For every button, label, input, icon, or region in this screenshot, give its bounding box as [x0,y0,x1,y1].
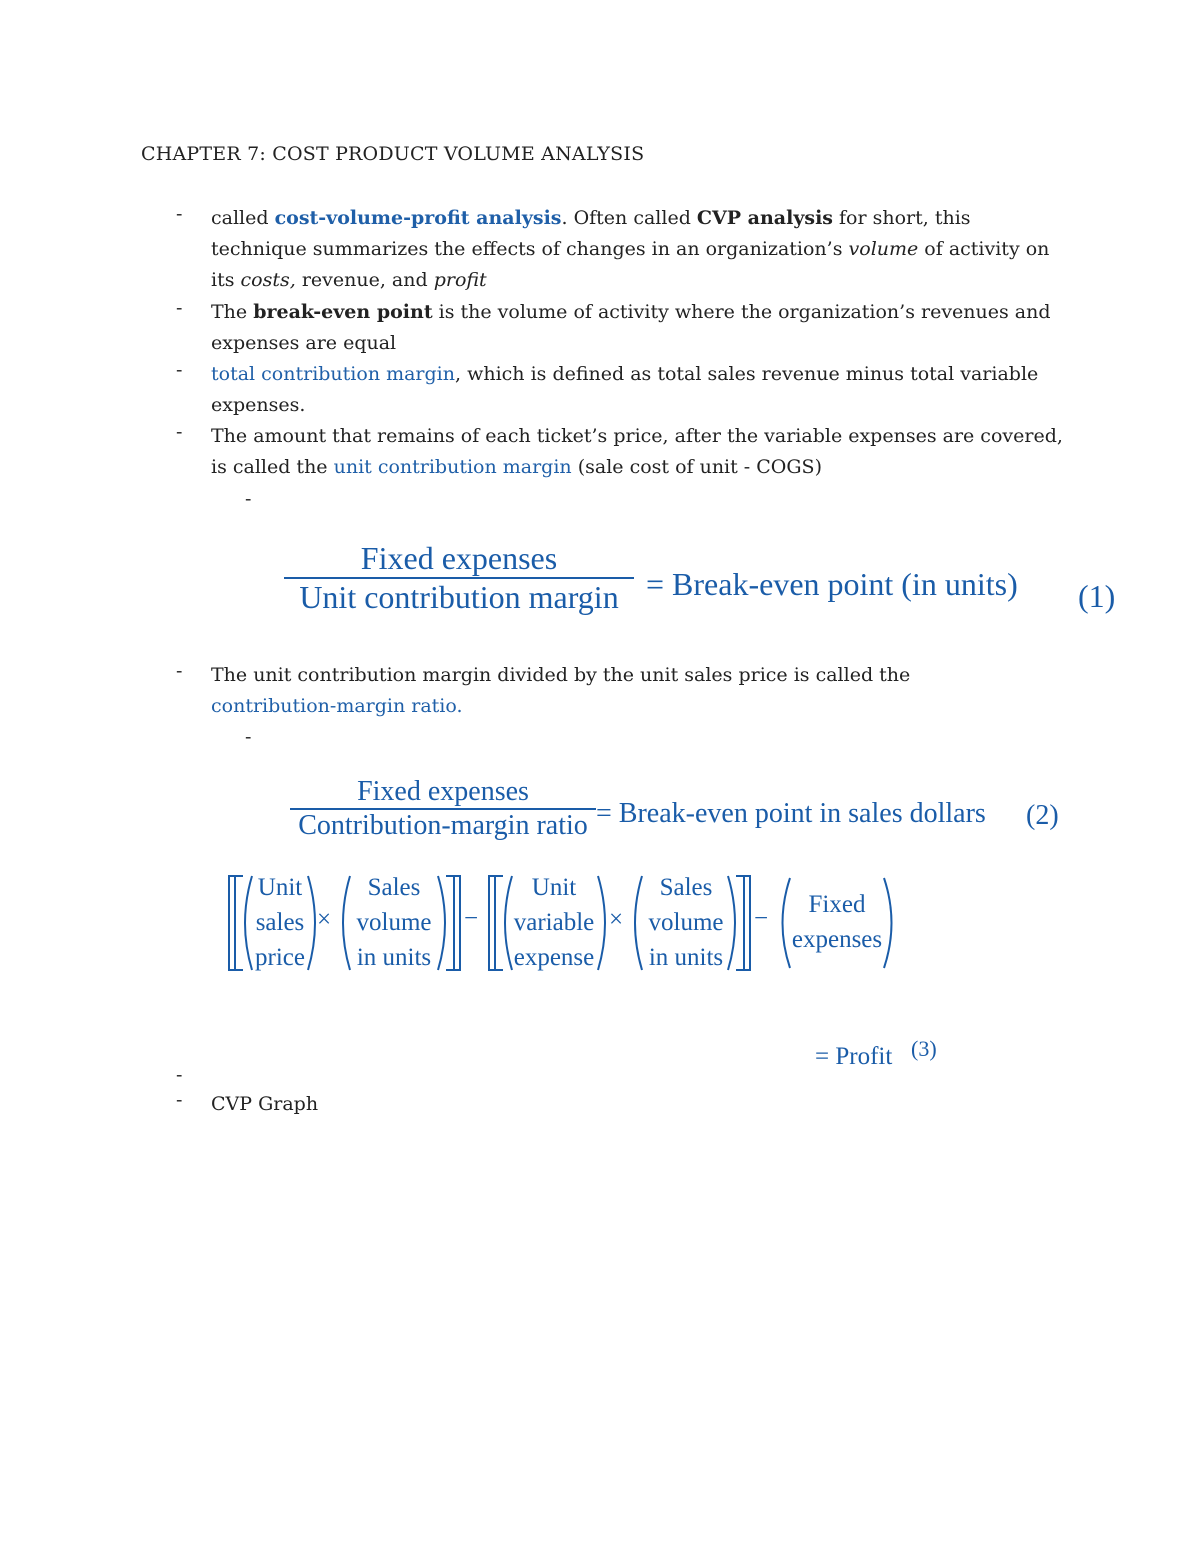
term-unit-variable-expense [508,870,600,975]
term-costs: costs, [240,269,296,291]
equation-number: (3) [911,1036,937,1061]
numerator: Fixed expenses [357,776,529,807]
term-line: variable [513,909,595,936]
term-line: expenses [791,926,883,953]
term-line: Unit [257,874,303,901]
denominator: Unit contribution margin [299,579,619,615]
term-line: in units [356,944,432,971]
bullet-marker: - [176,421,183,443]
bullet-text [211,1089,1071,1120]
minus-symbol: − [464,905,479,932]
term-sales-volume [348,870,440,975]
bullet-marker: - [176,203,183,225]
sub-bullet-marker: - [245,488,252,510]
text-run: . Often called [561,207,697,229]
denominator: Contribution-margin ratio [298,810,588,841]
equation-rhs: = Break-even point (in units) [646,566,1018,602]
text-run: called [211,207,275,229]
term-line: Sales [659,874,713,901]
term-fixed-expenses [790,887,884,957]
term-contribution-margin-ratio: contribution-margin ratio. [211,695,463,717]
term-line: Sales [367,874,421,901]
text-run: The unit contribution margin divided by the unit sales price is called the [211,664,911,686]
term-sales-volume [640,870,732,975]
chapter-title: CHAPTER 7: COST PRODUCT VOLUME ANALYSIS [141,143,645,165]
times-symbol: × [609,906,624,933]
bullet-marker: - [176,660,183,682]
minus-symbol: − [754,905,769,932]
text-run: of activity on its [211,238,1050,291]
term-line: expense [513,944,595,971]
term-line: volume [648,909,724,936]
equation-number: (1) [1078,578,1116,614]
term-line: sales [255,909,305,936]
times-symbol: × [317,906,332,933]
term-unit-sales-price [250,870,310,975]
term-cvp-analysis: CVP analysis [696,207,833,229]
term-line: Unit [531,874,577,901]
bullet-marker: - [176,1064,183,1086]
sub-bullet-marker: - [245,726,252,748]
equation-number: (2) [1026,800,1059,831]
bullet-marker: - [176,359,183,381]
term-line: price [255,944,305,971]
text-run: is the volume of activity where the organization’s revenues and expenses are equal [211,301,1051,354]
term-profit: profit [433,269,487,291]
term-volume: volume [848,238,919,260]
term-total-contribution-margin: total contribution margin [211,363,455,385]
term-line: volume [356,909,432,936]
text-run: , which is defined as total sales revenue minus total variable expenses. [211,363,1039,416]
text-run: for short, this technique summarizes the effects of changes in an organization’s [211,207,971,260]
equation-rhs: = Break-even point in sales dollars [596,798,986,829]
term-cvp-full: cost-volume-profit analysis [274,207,562,229]
text-run: The amount that remains of each ticket’s price, after the variable expenses are covered, is called the [211,425,1063,478]
equation-rhs: = Profit [815,1043,893,1070]
bullet-marker: - [176,1089,183,1111]
term-break-even: break-even point [253,301,433,323]
text-run: The [211,301,254,323]
bullet-marker: - [176,297,183,319]
text-run: (sale cost of unit - COGS) [571,456,822,478]
term-line: Fixed [808,891,866,918]
term-unit-contribution-margin: unit contribution margin [333,456,572,478]
numerator: Fixed expenses [360,540,558,576]
text-run: CVP Graph [211,1093,319,1115]
text-run: revenue, and [295,269,434,291]
term-line: in units [648,944,724,971]
